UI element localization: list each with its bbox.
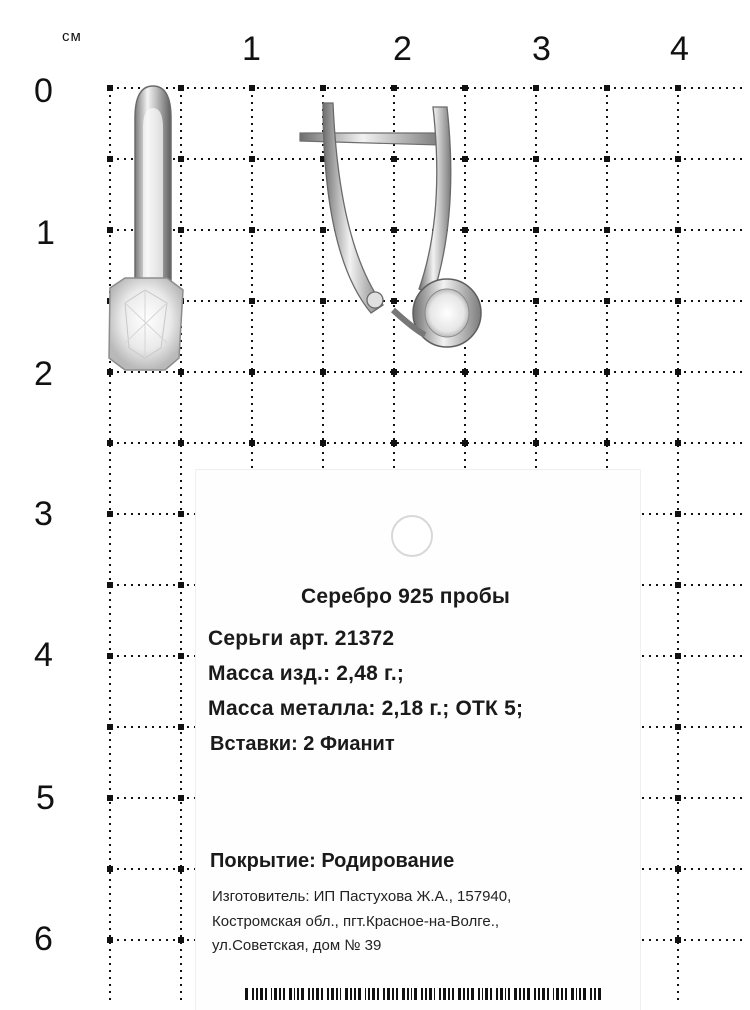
barcode-bar xyxy=(274,988,277,1000)
grid-intersection xyxy=(675,582,681,588)
barcode-bar xyxy=(553,988,554,1000)
barcode-bar xyxy=(505,988,506,1000)
barcode-bar xyxy=(508,988,510,1000)
ruler-x-number: 3 xyxy=(532,30,551,68)
grid-intersection xyxy=(533,85,539,91)
barcode-bar xyxy=(576,988,577,1000)
tag-title: Серебро 925 пробы xyxy=(301,585,511,608)
grid-intersection xyxy=(675,724,681,730)
barcode-bar xyxy=(471,988,474,1000)
tag-hole xyxy=(391,515,433,557)
barcode-bar xyxy=(271,988,272,1000)
barcode-bar xyxy=(308,988,310,1000)
tag-maker-line: Костромская обл., пгт.Красное-на-Волге., xyxy=(212,913,500,930)
grid-intersection xyxy=(533,369,539,375)
barcode-bar xyxy=(327,988,329,1000)
ruler-y-number: 6 xyxy=(34,920,53,958)
grid-intersection xyxy=(675,440,681,446)
barcode-bar xyxy=(407,988,409,1000)
barcode-bar xyxy=(598,988,601,1000)
barcode-bar xyxy=(350,988,352,1000)
grid-intersection xyxy=(249,227,255,233)
barcode-bar xyxy=(260,988,263,1000)
barcode-bar xyxy=(358,988,361,1000)
ruler-y-number: 0 xyxy=(34,72,53,110)
grid-intersection xyxy=(178,653,184,659)
ruler-x-number: 4 xyxy=(670,30,689,68)
barcode-bar xyxy=(425,988,427,1000)
barcode-bar xyxy=(321,988,323,1000)
barcode-bar xyxy=(458,988,461,1000)
barcode-bar xyxy=(547,988,549,1000)
tag-maker-line: Изготовитель: ИП Пастухова Ж.А., 157940, xyxy=(212,888,512,905)
barcode-bar xyxy=(365,988,366,1000)
grid-intersection xyxy=(675,795,681,801)
barcode-bar xyxy=(485,988,488,1000)
barcode-bar xyxy=(312,988,314,1000)
barcode-bar xyxy=(421,988,423,1000)
product-tag xyxy=(196,470,640,1010)
barcode-bar xyxy=(429,988,432,1000)
grid-intersection xyxy=(604,440,610,446)
barcode-bar xyxy=(245,988,248,1000)
barcode-bar xyxy=(561,988,563,1000)
barcode-bar xyxy=(448,988,450,1000)
barcode-bar xyxy=(565,988,567,1000)
grid-intersection xyxy=(178,511,184,517)
grid-intersection xyxy=(178,866,184,872)
grid-intersection xyxy=(533,298,539,304)
grid-intersection xyxy=(107,937,113,943)
barcode-bar xyxy=(396,988,398,1000)
ruler-y-number: 4 xyxy=(34,636,53,674)
grid-intersection xyxy=(675,85,681,91)
grid-intersection xyxy=(604,85,610,91)
grid-intersection xyxy=(533,227,539,233)
ruler-x-number: 1 xyxy=(242,30,261,68)
barcode-bar xyxy=(594,988,596,1000)
grid-intersection xyxy=(675,653,681,659)
grid-intersection xyxy=(107,724,113,730)
barcode-bar xyxy=(514,988,517,1000)
grid-intersection xyxy=(320,369,326,375)
grid-intersection xyxy=(249,298,255,304)
barcode-bar xyxy=(279,988,281,1000)
barcode-bar xyxy=(336,988,338,1000)
barcode-bar xyxy=(294,988,295,1000)
barcode-bar xyxy=(345,988,348,1000)
barcode-bar xyxy=(463,988,465,1000)
barcode-bar xyxy=(392,988,394,1000)
barcode-bar xyxy=(414,988,417,1000)
grid-intersection xyxy=(107,866,113,872)
barcode-bar xyxy=(482,988,483,1000)
grid-intersection xyxy=(604,156,610,162)
barcode-bar xyxy=(538,988,540,1000)
grid-intersection xyxy=(391,85,397,91)
tag-coating: Покрытие: Родирование xyxy=(210,850,455,872)
grid-intersection xyxy=(249,85,255,91)
grid-intersection xyxy=(675,298,681,304)
grid-intersection xyxy=(462,440,468,446)
earring-front-view xyxy=(95,78,195,388)
barcode-bar xyxy=(590,988,592,1000)
grid-intersection xyxy=(320,440,326,446)
barcode-bar xyxy=(542,988,545,1000)
barcode-bar xyxy=(283,988,285,1000)
tag-article: Серьги арт. 21372 xyxy=(208,627,395,650)
grid-intersection xyxy=(391,440,397,446)
grid-intersection xyxy=(462,85,468,91)
barcode-bar xyxy=(583,988,586,1000)
barcode-bar xyxy=(571,988,574,1000)
barcode-bar xyxy=(467,988,469,1000)
barcode xyxy=(245,988,605,1000)
grid-intersection xyxy=(107,582,113,588)
barcode-bar xyxy=(265,988,267,1000)
grid-intersection xyxy=(178,724,184,730)
ruler-y-number: 5 xyxy=(36,779,55,817)
grid-intersection xyxy=(178,937,184,943)
barcode-bar xyxy=(490,988,492,1000)
barcode-bar xyxy=(402,988,405,1000)
grid-intersection xyxy=(675,156,681,162)
grid-intersection xyxy=(604,298,610,304)
barcode-bar xyxy=(579,988,581,1000)
grid-intersection xyxy=(107,795,113,801)
barcode-bar xyxy=(252,988,254,1000)
barcode-bar xyxy=(519,988,521,1000)
grid-intersection xyxy=(604,227,610,233)
grid-intersection xyxy=(249,440,255,446)
barcode-bar xyxy=(452,988,454,1000)
barcode-bar xyxy=(289,988,292,1000)
grid-intersection xyxy=(462,369,468,375)
barcode-bar xyxy=(368,988,370,1000)
barcode-bar xyxy=(478,988,480,1000)
tag-inserts: Вставки: 2 Фианит xyxy=(210,733,395,755)
barcode-bar xyxy=(256,988,258,1000)
grid-intersection xyxy=(249,156,255,162)
barcode-bar xyxy=(383,988,385,1000)
barcode-bar xyxy=(354,988,356,1000)
grid-intersection xyxy=(604,369,610,375)
barcode-bar xyxy=(331,988,334,1000)
barcode-bar xyxy=(411,988,412,1000)
tag-mass-metal: Масса металла: 2,18 г.; ОТК 5; xyxy=(208,697,524,720)
grid-intersection xyxy=(391,369,397,375)
barcode-bar xyxy=(372,988,375,1000)
barcode-bar xyxy=(527,988,530,1000)
ruler-y-number: 2 xyxy=(34,355,53,393)
grid-intersection xyxy=(249,369,255,375)
grid-intersection xyxy=(533,156,539,162)
grid-intersection xyxy=(178,795,184,801)
tag-mass-item: Масса изд.: 2,48 г.; xyxy=(208,662,405,685)
grid-intersection xyxy=(178,582,184,588)
ruler-x-number: 2 xyxy=(393,30,412,68)
barcode-bar xyxy=(377,988,379,1000)
barcode-bar xyxy=(297,988,299,1000)
grid-intersection xyxy=(675,937,681,943)
barcode-bar xyxy=(556,988,559,1000)
grid-intersection xyxy=(107,440,113,446)
barcode-bar xyxy=(523,988,525,1000)
barcode-bar xyxy=(316,988,319,1000)
barcode-bar xyxy=(496,988,498,1000)
barcode-bar xyxy=(534,988,536,1000)
barcode-bar xyxy=(443,988,446,1000)
barcode-bar xyxy=(434,988,435,1000)
ruler-y-number: 1 xyxy=(36,214,55,252)
barcode-bar xyxy=(387,988,390,1000)
barcode-bar xyxy=(301,988,304,1000)
grid-intersection xyxy=(675,227,681,233)
grid-intersection xyxy=(107,511,113,517)
ruler-unit-label: см xyxy=(62,28,82,45)
grid-intersection xyxy=(107,653,113,659)
grid-intersection xyxy=(178,440,184,446)
grid-intersection xyxy=(675,369,681,375)
barcode-bar xyxy=(500,988,503,1000)
barcode-bar xyxy=(340,988,341,1000)
grid-intersection xyxy=(675,866,681,872)
grid-intersection xyxy=(675,511,681,517)
earring-side-view xyxy=(295,95,495,365)
grid-intersection xyxy=(533,440,539,446)
grid-intersection xyxy=(320,85,326,91)
tag-maker-line: ул.Советская, дом № 39 xyxy=(212,937,382,954)
ruler-y-number: 3 xyxy=(34,495,53,533)
barcode-bar xyxy=(439,988,441,1000)
